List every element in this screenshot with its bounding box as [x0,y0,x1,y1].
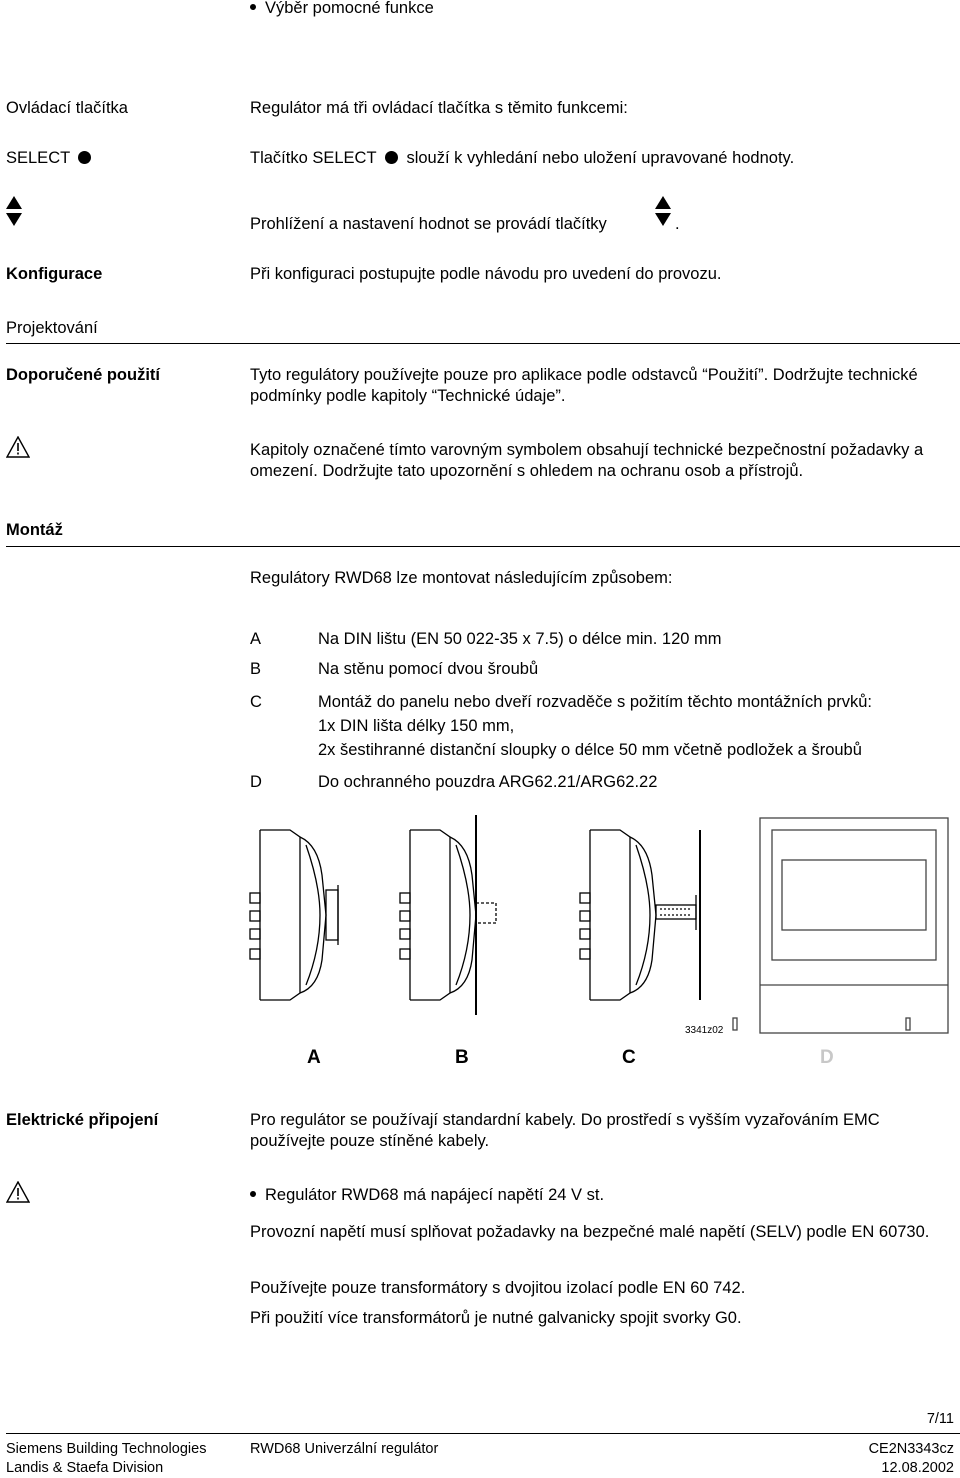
usage-text: Tyto regulátory používejte pouze pro aplikace podle odstavců “Použití”. Dodržujte technické podmínky podle kapitoly “Technické údaje”. [250,366,918,406]
arrow-down-icon-inline [655,213,671,226]
top-bullet-text: Výběr pomocné funkce [265,0,434,17]
figure-b-device [400,815,496,1015]
mount-text-c-sub2: 2x šestihranné distanční sloupky o délce 50 mm včetně podložek a šroubů [318,741,862,759]
arrow-up-icon [6,196,22,209]
select-dot-icon [78,151,91,164]
arrows-description: Prohlížení a nastavení hodnot se provádí tlačítky [250,215,607,233]
mount-text-a: Na DIN lištu (EN 50 022-35 x 7.5) o délce min. 120 mm [318,630,722,648]
warning-text: Kapitoly označené tímto varovným symbolem obsahují technické bezpečnostní požadavky a omezení. Dodržujte tato upozornění s ohledem na ochranu osob a přístrojů. [250,441,924,481]
figure-d-housing [733,818,948,1033]
footer-company-1: Siemens Building Technologies [6,1441,207,1457]
projekt-heading: Projektování [6,319,98,337]
electrical-p3: Při použití více transformátorů je nutné galvanicky spojit svorky G0. [250,1309,742,1327]
electrical-bullet [250,1185,604,1206]
page-number: 7/11 [926,1411,954,1427]
figure-label-c: C [622,1047,636,1068]
figure-label-b: B [455,1047,469,1068]
mount-letter-b: B [250,660,262,678]
mount-letter-c: C [250,693,262,711]
mount-text-d: Do ochranného pouzdra ARG62.21/ARG62.22 [318,773,658,791]
select-dot-icon-inline [385,151,398,164]
controls-intro: Regulátor má tři ovládací tlačítka s těmito funkcemi: [250,99,628,117]
mount-text-c: Montáž do panelu nebo dveří rozvaděče s požitím těchto montážních prvků: [318,693,872,711]
warning-icon [6,436,30,458]
footer-company-2: Landis & Staefa Division [6,1460,164,1476]
arrow-down-icon [6,213,22,226]
mount-letter-d: D [250,773,262,791]
figure-code: 3341z02 [685,1025,724,1036]
top-bullet-item [250,0,434,19]
figure-a-device [250,830,338,1000]
arrows-inline-symbol [655,196,671,226]
bullet-icon-electrical [250,1191,256,1197]
select-description [250,148,794,169]
electrical-bullet-text: Regulátor RWD68 má napájecí napětí 24 V st. [265,1186,605,1204]
mount-letter-a: A [250,630,262,648]
figure-label-a: A [307,1047,321,1068]
figure-label-d: D [820,1047,834,1068]
montaz-intro: Regulátory RWD68 lze montovat následujícím způsobem: [250,569,673,587]
arrows-end: . [675,215,680,233]
montaz-rule [6,546,960,547]
bullet-icon [250,4,256,10]
footer-date: 12.08.2002 [881,1460,954,1476]
config-heading: Konfigurace [6,265,103,283]
electrical-p2: Používejte pouze transformátory s dvojitou izolací podle EN 60 742. [250,1279,746,1297]
mount-text-c-sub1: 1x DIN lišta délky 150 mm, [318,717,515,735]
figure-c-device [580,830,700,1000]
config-text: Při konfiguraci postupujte podle návodu pro uvedení do provozu. [250,265,722,283]
select-label [6,148,91,169]
electrical-heading: Elektrické připojení [6,1111,159,1129]
arrow-buttons-symbol [6,196,22,226]
electrical-text: Pro regulátor se používají standardní kabely. Do prostředí s vyšším vyzařováním EMC používejte pouze stíněné kabely. [250,1111,880,1151]
select-text-a: Tlačítko SELECT [250,149,377,167]
select-text-b: slouží k vyhledání nebo uložení upravované hodnoty. [406,149,795,167]
usage-heading: Doporučené použití [6,366,160,384]
arrow-up-icon-inline [655,196,671,209]
footer-doc-code: CE2N3343cz [868,1441,954,1457]
montaz-heading: Montáž [6,521,63,539]
controls-heading: Ovládací tlačítka [6,99,128,117]
mount-text-b: Na stěnu pomocí dvou šroubů [318,660,539,678]
electrical-p1: Provozní napětí musí splňovat požadavky na bezpečné malé napětí (SELV) podle EN 60730. [250,1223,930,1241]
mounting-figure [230,815,950,1040]
footer-product: RWD68 Univerzální regulátor [250,1441,439,1457]
select-label-text: SELECT [6,149,70,167]
projekt-rule [6,343,960,344]
warning-icon-electrical [6,1181,30,1203]
footer-rule [6,1433,960,1434]
